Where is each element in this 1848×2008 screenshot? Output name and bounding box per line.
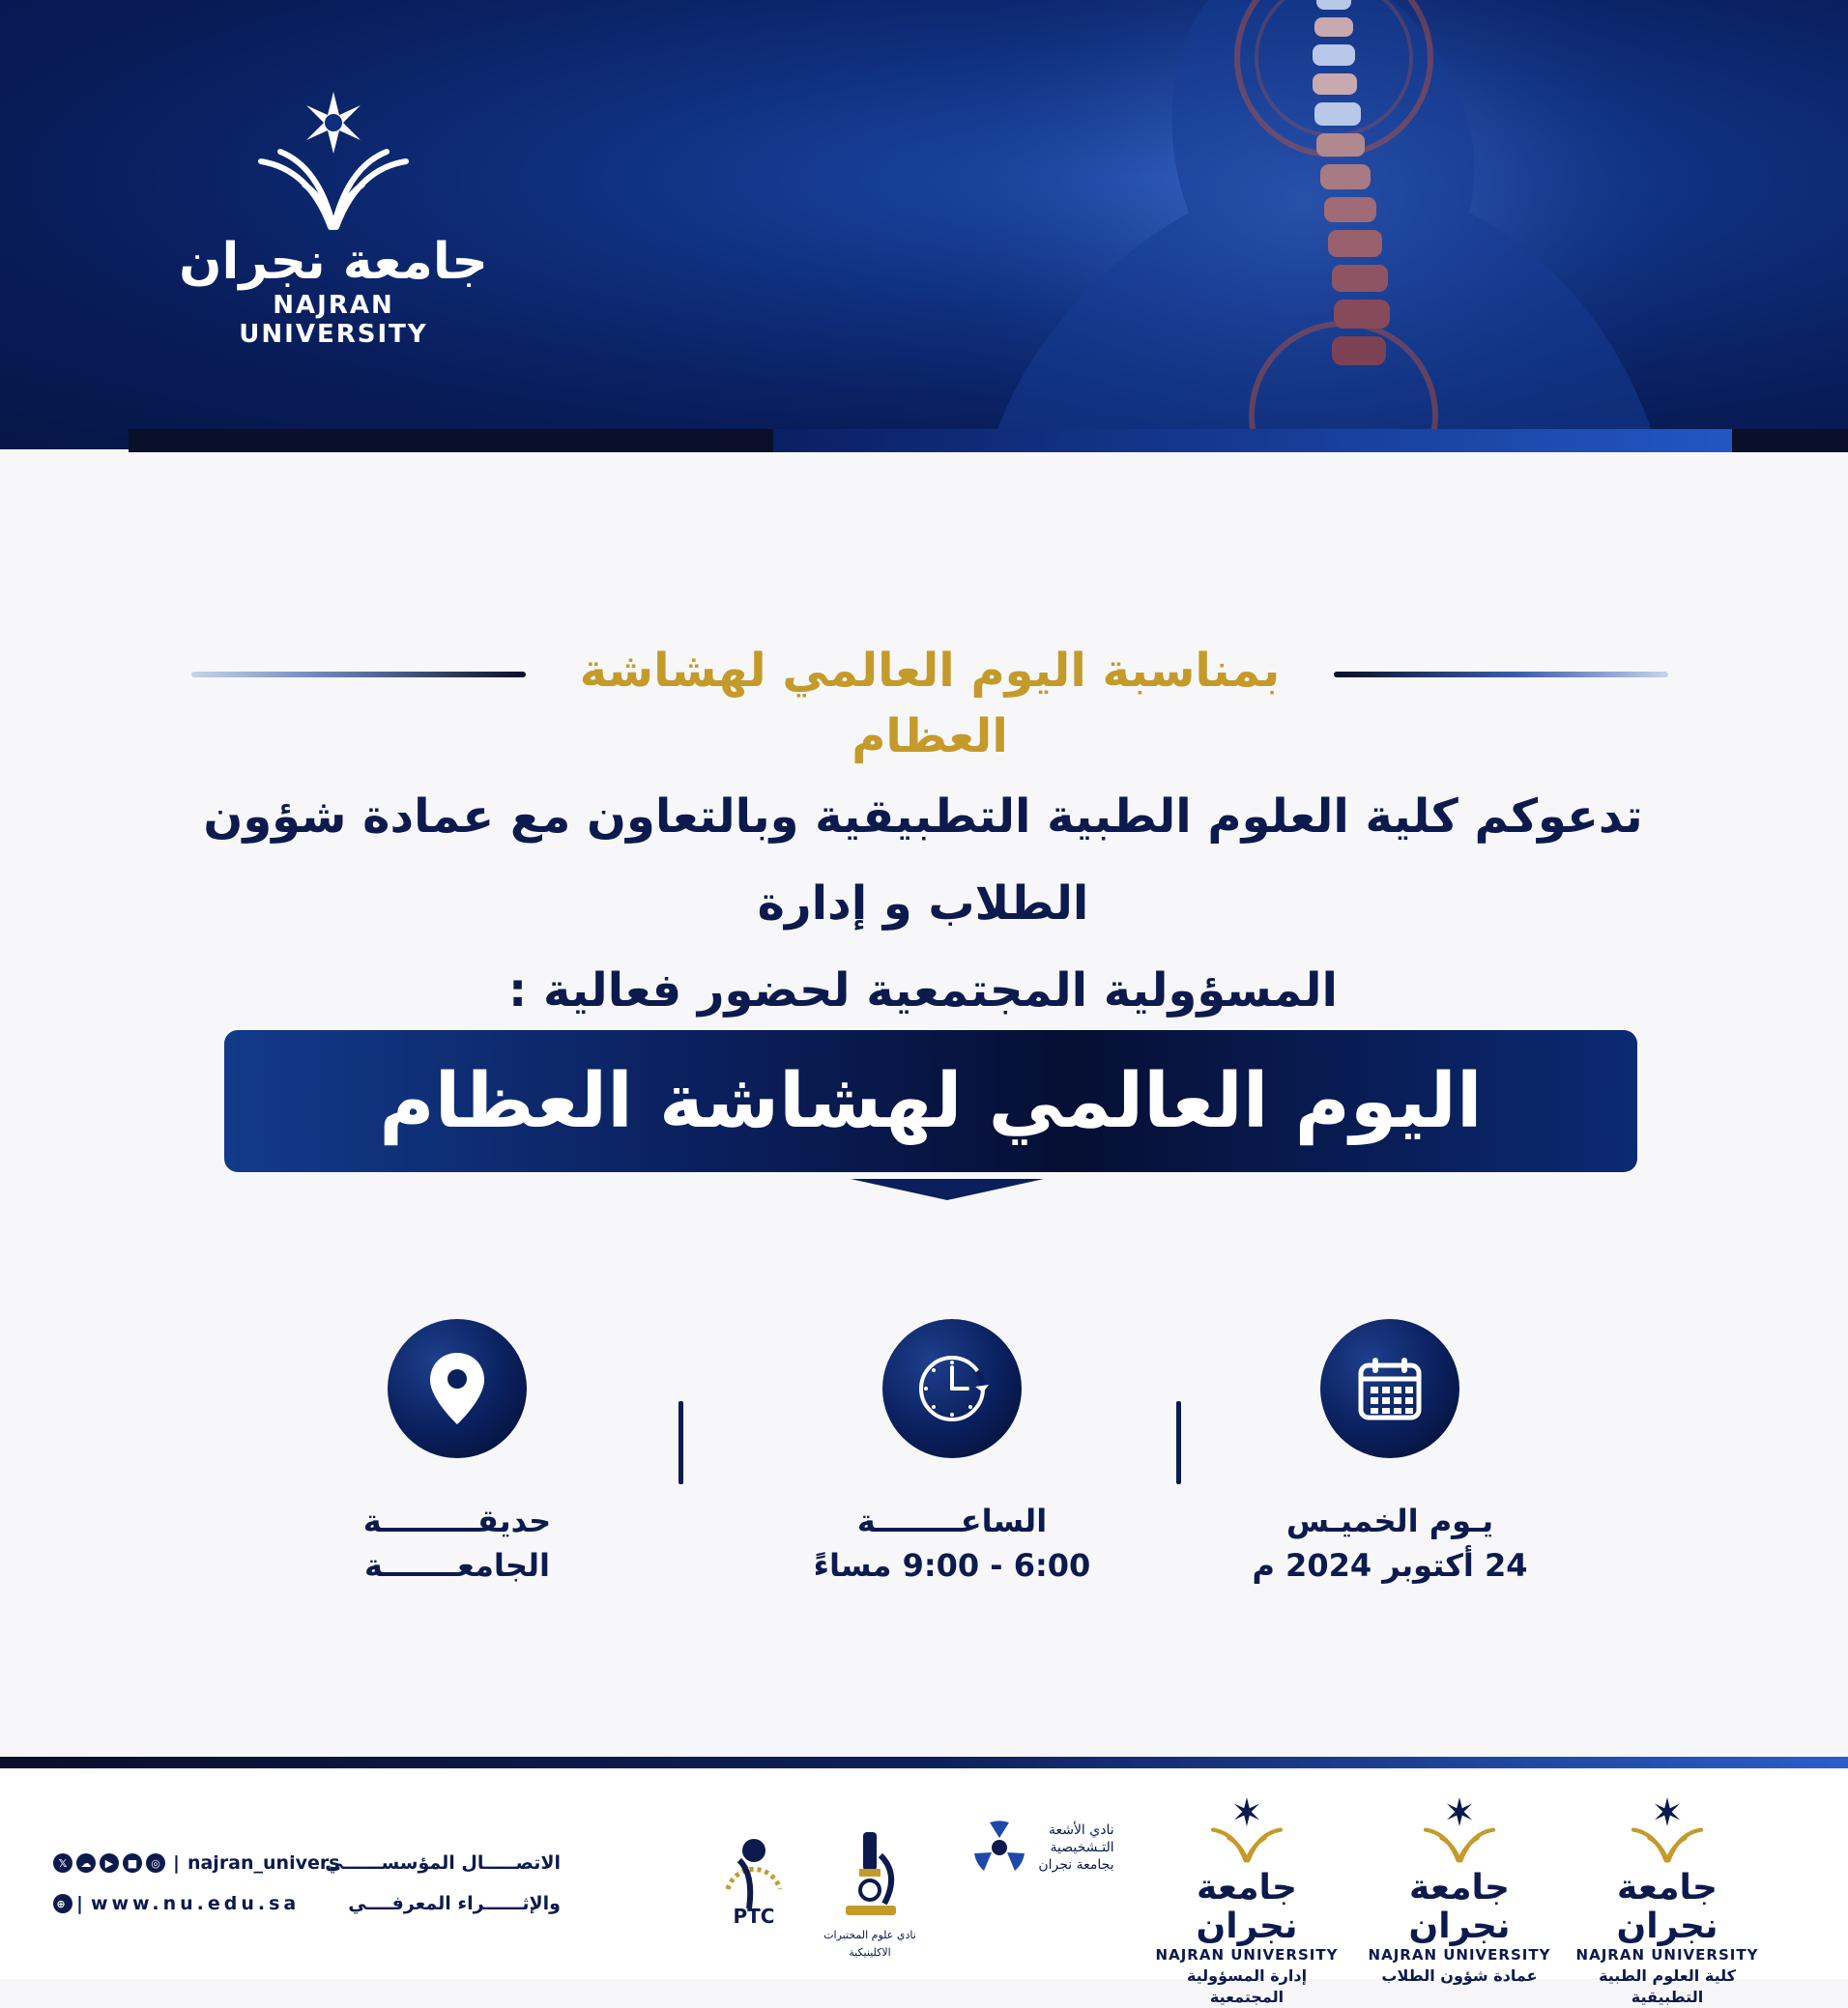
location-line-2: الجامعـــــــة (364, 1547, 550, 1584)
social-links (53, 1852, 340, 1874)
footer-logo-english: NAJRAN UNIVERSITY (1368, 1946, 1551, 1964)
footer-logo-arabic: جامعة نجران (1616, 1868, 1718, 1946)
footer-logo-english: NAJRAN UNIVERSITY (1575, 1946, 1759, 1964)
university-logo (174, 92, 493, 349)
invitation-text (145, 773, 1701, 1034)
footer-logo-arabic: جامعة نجران (1196, 1868, 1298, 1946)
social-handle[interactable]: najran_univers (187, 1852, 340, 1874)
detail-divider (679, 1401, 683, 1484)
najran-logo-icon (1421, 1797, 1498, 1865)
globe-icon: ⊕ (53, 1894, 72, 1913)
radiology-club-logo (957, 1817, 1126, 1879)
event-title: اليوم العالمي لهشاشة العظام (379, 1058, 1483, 1145)
invitation-line-2: المسؤولية المجتمعية لحضور فعالية : (508, 963, 1338, 1018)
youtube-icon[interactable]: ▶ (100, 1853, 119, 1873)
separator: | (76, 1893, 87, 1914)
instagram-icon[interactable]: ◎ (146, 1853, 165, 1873)
contact-row-social (53, 1846, 561, 1880)
time-label: الساعــــــــة (856, 1503, 1048, 1539)
footer-divider (0, 1757, 1848, 1768)
date-value: 24 أكتوبر 2024 م (1252, 1547, 1528, 1584)
labs-club-name: نادي علوم المختبرات الاكلينيكية (823, 1929, 916, 1959)
footer-logo-arabic: جامعة نجران (1408, 1868, 1511, 1946)
time-value: 6:00 - 9:00 مساءً (813, 1547, 1091, 1584)
invitation-line-1: تدعوكم كلية العلوم الطبية التطبيقية وبالتعاون مع عمادة شؤون الطلاب و إدارة (203, 789, 1643, 931)
location-line-1: حديقـــــــــة (362, 1503, 552, 1539)
footer-logo-department: إدارة المسؤولية المجتمعية (1186, 1966, 1308, 2006)
microscope-icon (836, 1826, 904, 1923)
contact-block (53, 1846, 561, 1923)
header-banner (0, 0, 1848, 449)
contact-label-2: والإثــــــراء المعرفــــي (348, 1893, 561, 1914)
spine-illustration (870, 0, 1740, 449)
cloud-icon[interactable]: ☁ (76, 1853, 96, 1873)
radiology-club-line-3: بجامعة نجران (1038, 1857, 1114, 1873)
footer-logo-department: كلية العلوم الطبية التطبيقية (1599, 1966, 1736, 2006)
clock-icon (882, 1319, 1022, 1458)
separator: | (173, 1852, 180, 1874)
calendar-icon (1320, 1319, 1459, 1458)
event-title-banner (224, 1030, 1637, 1172)
radiology-club-line-2: التـشخيصية (1050, 1840, 1114, 1855)
najran-logo-icon (1208, 1797, 1285, 1865)
logo-arabic-text: جامعة نجران (179, 233, 488, 291)
occasion-subtitle: بمناسبة اليوم العالمي لهشاشة العظام (579, 644, 1281, 763)
detail-location (283, 1319, 631, 1588)
labs-club-logo (802, 1826, 938, 1962)
najran-logo-icon (1629, 1797, 1706, 1865)
subtitle-divider-right (1334, 672, 1668, 677)
footer-logo-english: NAJRAN UNIVERSITY (1155, 1946, 1339, 1964)
location-pin-icon (388, 1319, 527, 1458)
subtitle-divider-left (191, 672, 526, 677)
date-day: يـوم الخميـس (1285, 1503, 1494, 1539)
footer-logo-department: عمادة شؤون الطلاب (1381, 1966, 1538, 1985)
website-link[interactable] (53, 1893, 300, 1914)
subtitle-row (191, 638, 1668, 763)
footer-logo-student-affairs (1363, 1797, 1556, 1987)
radiation-icon (968, 1817, 1030, 1879)
header-strip-accent (773, 429, 1732, 452)
detail-date (1216, 1319, 1564, 1588)
footer-logo-applied-medical (1571, 1797, 1764, 2008)
ptc-label: PTC (733, 1905, 775, 1928)
video-icon[interactable]: ■ (123, 1853, 142, 1873)
footer-logo-community-responsibility (1150, 1797, 1343, 2008)
logo-english-text: NAJRAN UNIVERSITY (239, 291, 428, 349)
x-twitter-icon[interactable]: 𝕏 (53, 1853, 72, 1873)
detail-time (778, 1319, 1126, 1588)
najran-logo-icon (251, 92, 416, 237)
website-url[interactable]: www.nu.edu.sa (90, 1893, 301, 1914)
banner-pointer-icon (851, 1179, 1044, 1200)
contact-label-1: الاتصـــــال المؤسســــــي (325, 1852, 561, 1874)
detail-divider (1176, 1401, 1181, 1484)
ptc-club-logo (715, 1831, 793, 1928)
radiology-club-line-1: نادي الأشعة (1048, 1822, 1114, 1838)
contact-row-website (53, 1886, 561, 1921)
